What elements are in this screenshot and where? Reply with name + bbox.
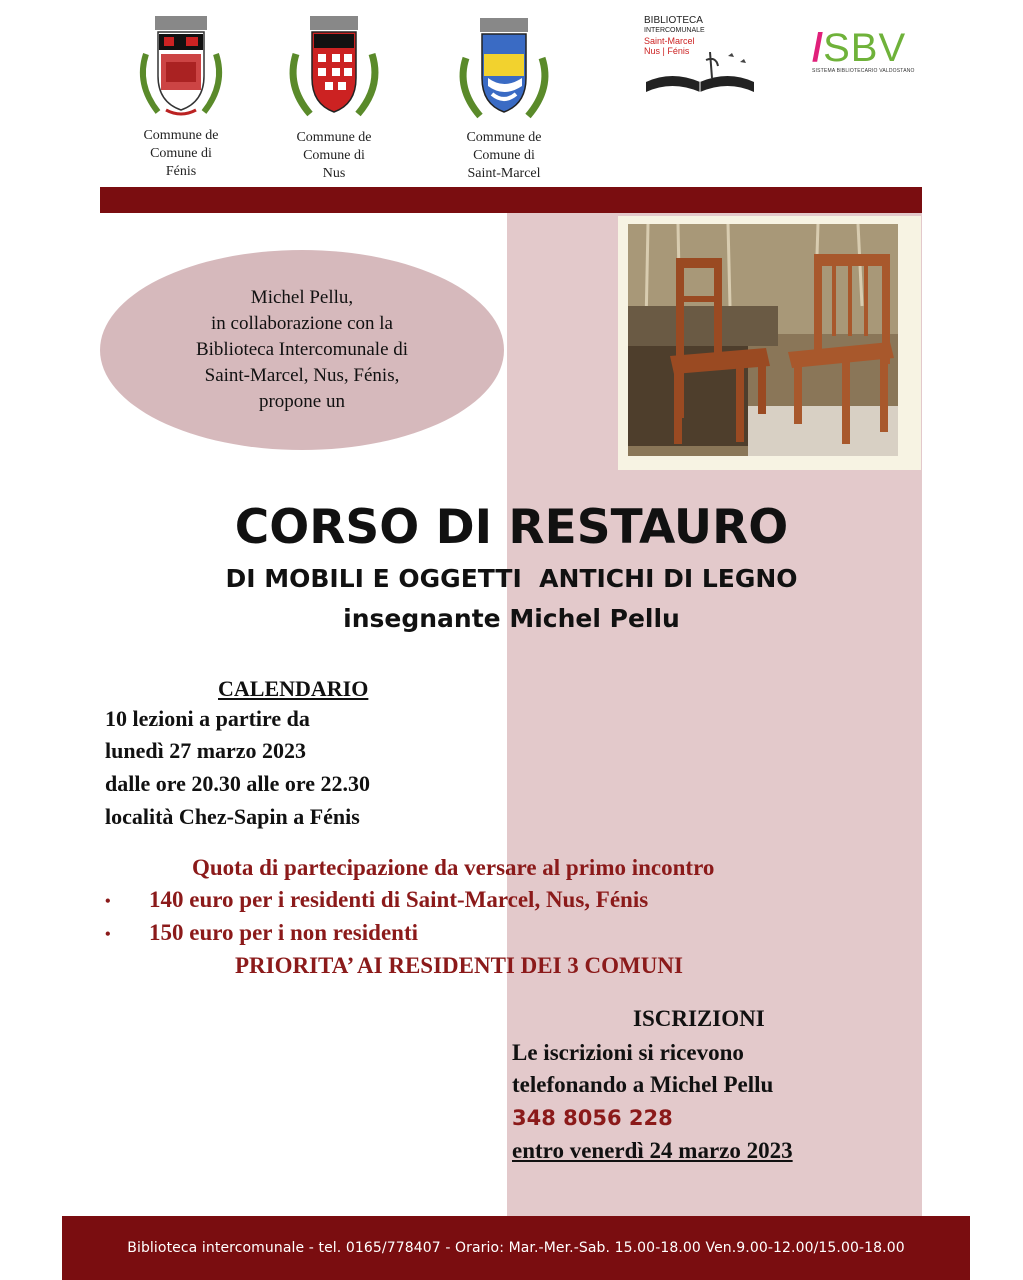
course-teacher: insegnante Michel Pellu: [343, 604, 680, 633]
intro-line-2: in collaborazione con la: [210, 313, 393, 334]
crest-fenis-line1: Commune de: [143, 128, 219, 143]
crest-fenis: [128, 14, 234, 184]
library-logo-line4: Nus | Fénis: [644, 46, 690, 56]
crest-nus-line1: Commune de: [296, 130, 372, 145]
fee-item-residents: [105, 887, 648, 917]
registration-phone: 348 8056 228: [512, 1106, 673, 1130]
intro-oval: [100, 250, 504, 450]
course-title: CORSO DI RESTAURO: [234, 500, 789, 555]
library-logo-line3: Saint-Marcel: [644, 36, 695, 46]
crest-nus-line3: Nus: [322, 166, 346, 181]
intro-line-3: Biblioteca Intercomunale di: [195, 339, 409, 360]
crest-saint-marcel-line2: Comune di: [473, 148, 535, 163]
footer-bar: [62, 1216, 970, 1280]
crest-fenis-icon: [128, 14, 234, 124]
sbv-caption: SISTEMA BIBLIOTECARIO VALDOSTANO: [812, 68, 915, 74]
intro-line-5: propone un: [258, 391, 345, 412]
crest-saint-marcel-icon: [452, 14, 556, 124]
sbv-mark: SBV: [823, 26, 907, 70]
crest-fenis-line2: Comune di: [150, 146, 212, 161]
intro-line-4: Saint-Marcel, Nus, Fénis,: [204, 365, 400, 386]
sbv-logo: [812, 26, 915, 80]
fee-item-non-residents: [105, 920, 418, 950]
crest-saint-marcel-line1: Commune de: [466, 130, 542, 145]
crest-nus-icon: [282, 14, 386, 124]
calendar-heading: CALENDARIO: [218, 676, 369, 701]
bullet-icon: •: [105, 926, 111, 943]
registration-heading: ISCRIZIONI: [633, 1006, 765, 1031]
footer-text: Biblioteca intercomunale - tel. 0165/778407 - Orario: Mar.-Mer.-Sab. 15.00-18.00 Ven.9.00-12.00/15.00-18.00: [127, 1240, 905, 1256]
course-subtitle: DI MOBILI E OGGETTI ANTICHI DI LEGNO: [225, 564, 798, 593]
library-logo: [644, 16, 756, 96]
bullet-icon: •: [105, 893, 111, 910]
header-divider-bar: [100, 187, 922, 213]
calendar-line-3: dalle ore 20.30 alle ore 22.30: [105, 771, 370, 796]
crest-saint-marcel: [452, 14, 556, 186]
crest-fenis-line3: Fénis: [165, 164, 197, 179]
crest-saint-marcel-line3: Saint-Marcel: [467, 166, 541, 181]
fee-item-residents-text: 140 euro per i residenti di Saint-Marcel, Nus, Fénis: [149, 887, 649, 912]
fee-item-non-residents-text: 150 euro per i non residenti: [149, 920, 418, 945]
fees-heading: Quota di partecipazione da versare al primo incontro: [192, 855, 715, 880]
restored-chairs-photo: [618, 216, 921, 470]
calendar-line-4: località Chez-Sapin a Fénis: [105, 804, 360, 829]
library-logo-line2: INTERCOMUNALE: [644, 27, 705, 34]
calendar-line-1: 10 lezioni a partire da: [105, 706, 310, 731]
registration-line-1: Le iscrizioni si ricevono: [512, 1040, 744, 1065]
crest-nus: [282, 14, 386, 186]
open-book-icon: [644, 52, 756, 96]
priority-notice: PRIORITA’ AI RESIDENTI DEI 3 COMUNI: [235, 953, 683, 978]
intro-line-1: Michel Pellu,: [250, 287, 354, 308]
calendar-line-2: lunedì 27 marzo 2023: [105, 738, 307, 763]
crest-nus-line2: Comune di: [303, 148, 365, 163]
registration-deadline: entro venerdì 24 marzo 2023: [512, 1138, 793, 1163]
library-logo-line1: BIBLIOTECA: [644, 15, 703, 26]
registration-line-2: telefonando a Michel Pellu: [512, 1072, 774, 1097]
sbv-slash-icon: /: [812, 26, 824, 70]
